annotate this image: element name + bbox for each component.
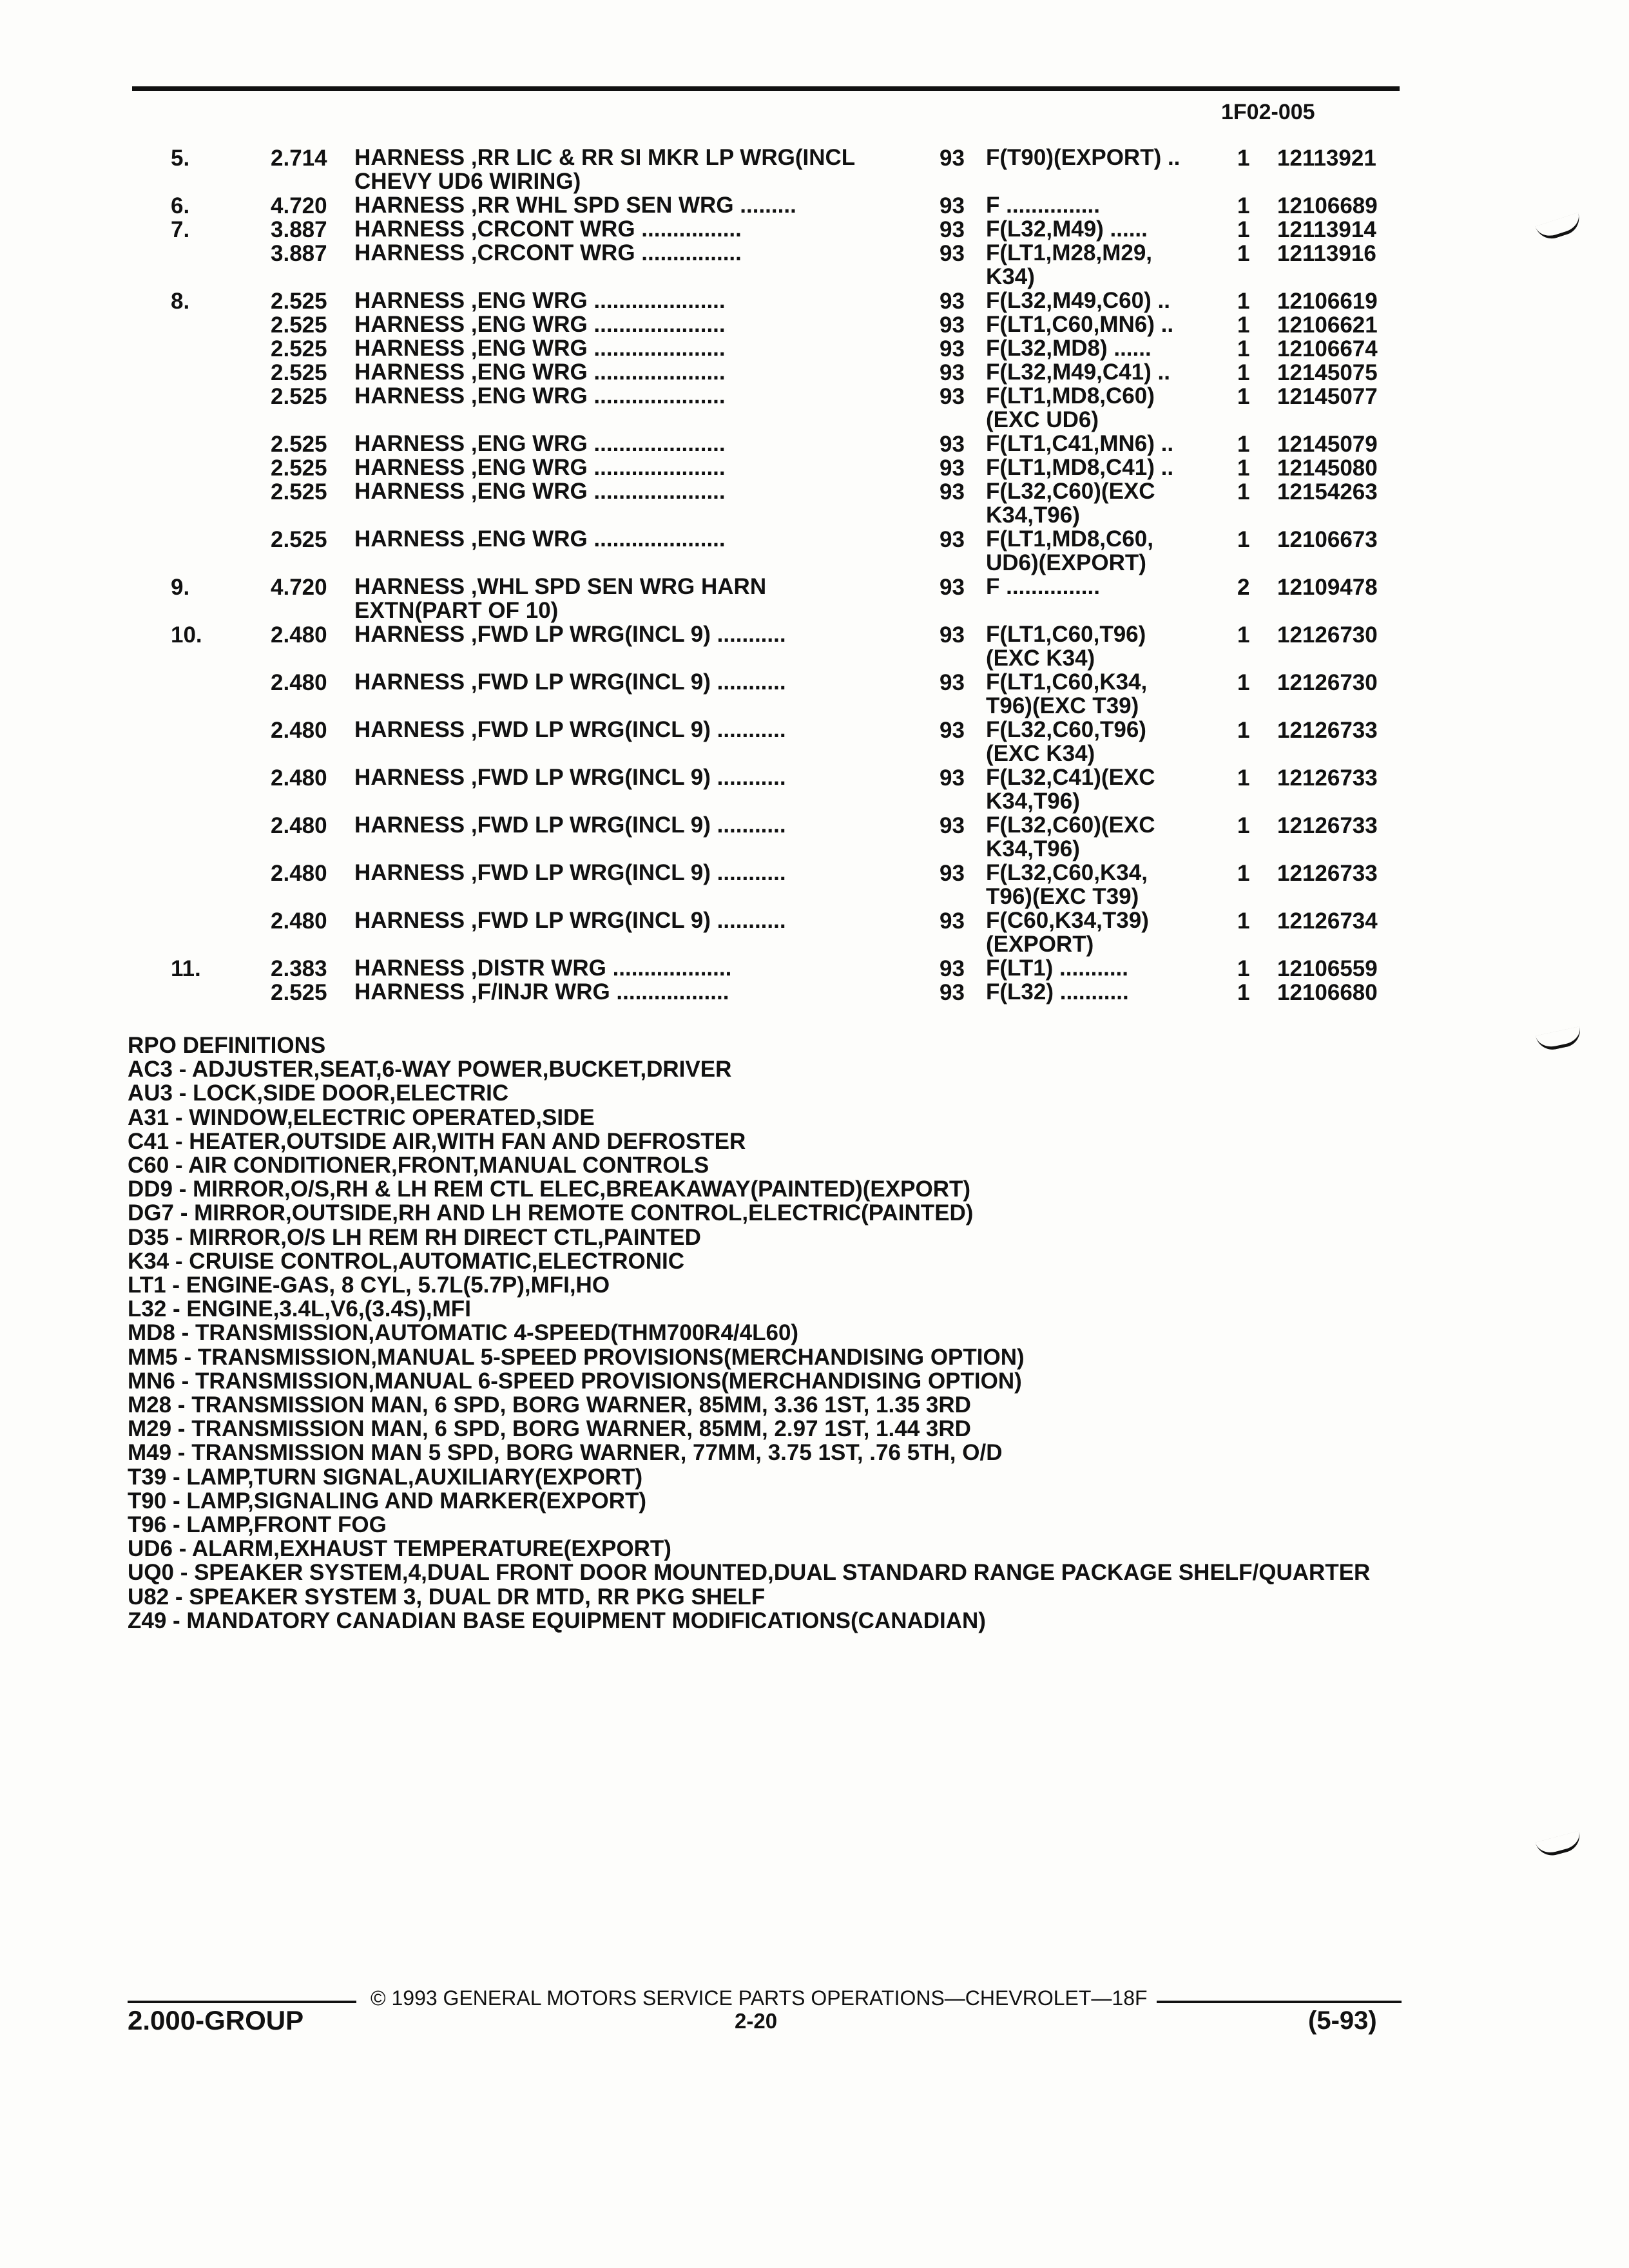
binder-mark xyxy=(1536,213,1584,243)
model-year: 93 xyxy=(940,980,965,1005)
application-line: F(L32,C41)(EXC xyxy=(986,765,1155,790)
quantity: 1 xyxy=(1237,980,1250,1005)
part-number: 12154263 xyxy=(1277,479,1378,505)
quantity: 1 xyxy=(1237,360,1250,385)
rpo-definition: AC3 - ADJUSTER,SEAT,6-WAY POWER,BUCKET,DRIVER xyxy=(128,1057,732,1082)
rpo-definition: T39 - LAMP,TURN SIGNAL,AUXILIARY(EXPORT) xyxy=(128,1464,643,1490)
model-year: 93 xyxy=(940,765,965,791)
model-year: 93 xyxy=(940,527,965,552)
group-number: 2.383 xyxy=(271,956,327,981)
part-description xyxy=(354,670,786,694)
part-row xyxy=(148,312,1411,336)
part-row xyxy=(148,432,1411,456)
part-number: 12106559 xyxy=(1277,956,1378,981)
application xyxy=(986,432,1173,456)
quantity: 1 xyxy=(1237,670,1250,695)
description-line: HARNESS ,FWD LP WRG(INCL 9) ........... xyxy=(354,669,786,695)
group-number: 2.525 xyxy=(271,456,327,481)
rpo-title: RPO DEFINITIONS xyxy=(128,1033,326,1058)
group-number: 2.525 xyxy=(271,360,327,385)
rpo-definition: D35 - MIRROR,O/S LH REM RH DIRECT CTL,PAINTED xyxy=(128,1224,701,1250)
application xyxy=(986,336,1152,360)
application xyxy=(986,527,1153,575)
application-line: (EXC K34) xyxy=(986,741,1095,766)
model-year: 93 xyxy=(940,193,965,218)
quantity: 1 xyxy=(1237,312,1250,338)
item-number: 11. xyxy=(171,956,201,981)
rpo-definition: K34 - CRUISE CONTROL,AUTOMATIC,ELECTRONIC xyxy=(128,1248,684,1274)
group-number: 2.480 xyxy=(271,670,327,695)
part-row xyxy=(148,718,1411,765)
description-line: HARNESS ,ENG WRG ..................... xyxy=(354,479,726,504)
application xyxy=(986,479,1155,527)
application-line: (EXC K34) xyxy=(986,646,1095,671)
part-description xyxy=(354,312,726,336)
group-number: 2.525 xyxy=(271,384,327,409)
group-number: 2.525 xyxy=(271,312,327,338)
description-line: HARNESS ,ENG WRG ..................... xyxy=(354,455,726,480)
application xyxy=(986,670,1147,718)
part-row xyxy=(148,980,1411,1004)
application xyxy=(986,861,1148,908)
part-number: 12109478 xyxy=(1277,575,1378,600)
part-number: 12126733 xyxy=(1277,718,1378,743)
rpo-definition: MD8 - TRANSMISSION,AUTOMATIC 4-SPEED(THM700R4/4L60) xyxy=(128,1320,799,1346)
application-line: F(L32,C60)(EXC xyxy=(986,479,1155,504)
application-line: F(LT1,MD8,C60, xyxy=(986,526,1153,552)
description-line: HARNESS ,ENG WRG ..................... xyxy=(354,336,726,361)
group-number: 2.525 xyxy=(271,432,327,457)
application-line: T96)(EXC T39) xyxy=(986,884,1139,909)
group-number: 2.525 xyxy=(271,289,327,314)
part-row xyxy=(148,384,1411,432)
item-number: 5. xyxy=(171,146,190,171)
description-line: HARNESS ,FWD LP WRG(INCL 9) ........... xyxy=(354,622,786,647)
group-number: 2.480 xyxy=(271,908,327,934)
application-line: F(LT1) ........... xyxy=(986,956,1129,981)
quantity: 1 xyxy=(1237,861,1250,886)
group-number: 2.525 xyxy=(271,980,327,1005)
application xyxy=(986,980,1129,1004)
description-line: CHEVY UD6 WIRING) xyxy=(354,169,581,194)
description-line: HARNESS ,FWD LP WRG(INCL 9) ........... xyxy=(354,812,786,838)
group-number: 2.525 xyxy=(271,527,327,552)
application xyxy=(986,765,1155,813)
group-number: 4.720 xyxy=(271,193,327,218)
part-description xyxy=(354,456,726,479)
part-description xyxy=(354,861,786,885)
rpo-definition: Z49 - MANDATORY CANADIAN BASE EQUIPMENT MODIFICATIONS(CANADIAN) xyxy=(128,1608,986,1633)
part-number: 12113914 xyxy=(1277,217,1376,242)
application xyxy=(986,312,1173,336)
application-line: F(LT1,C60,K34, xyxy=(986,669,1148,695)
part-description xyxy=(354,813,786,837)
part-number: 12126733 xyxy=(1277,813,1378,838)
quantity: 1 xyxy=(1237,908,1250,934)
item-number: 6. xyxy=(171,193,190,218)
footer-group: 2.000-GROUP xyxy=(128,2005,304,2035)
part-row xyxy=(148,765,1411,813)
part-number: 12106621 xyxy=(1277,312,1378,338)
model-year: 93 xyxy=(940,241,965,266)
quantity: 1 xyxy=(1237,622,1250,648)
part-row xyxy=(148,861,1411,908)
item-number: 7. xyxy=(171,217,190,242)
description-line: HARNESS ,FWD LP WRG(INCL 9) ........... xyxy=(354,765,786,790)
model-year: 93 xyxy=(940,479,965,505)
part-row xyxy=(148,622,1411,670)
part-description xyxy=(354,432,726,456)
rpo-definition: C41 - HEATER,OUTSIDE AIR,WITH FAN AND DEFROSTER xyxy=(128,1128,746,1154)
binder-mark xyxy=(1536,1026,1583,1053)
model-year: 93 xyxy=(940,908,965,934)
parts-list xyxy=(148,146,1411,1004)
description-line: HARNESS ,F/INJR WRG .................. xyxy=(354,979,729,1004)
group-number: 4.720 xyxy=(271,575,327,600)
group-number: 2.525 xyxy=(271,336,327,361)
part-description xyxy=(354,289,726,312)
application-line: F(LT1,MD8,C41) .. xyxy=(986,455,1174,480)
application-line: F(L32) ........... xyxy=(986,979,1129,1004)
part-row xyxy=(148,956,1411,980)
part-description xyxy=(354,360,726,384)
rpo-definition: L32 - ENGINE,3.4L,V6,(3.4S),MFI xyxy=(128,1296,471,1322)
part-row xyxy=(148,289,1411,312)
quantity: 1 xyxy=(1237,956,1250,981)
description-line: HARNESS ,ENG WRG ..................... xyxy=(354,383,726,408)
rpo-definition: LT1 - ENGINE-GAS, 8 CYL, 5.7L(5.7P),MFI,HO xyxy=(128,1273,610,1298)
group-number: 2.480 xyxy=(271,765,327,791)
application xyxy=(986,956,1128,980)
part-description xyxy=(354,527,726,551)
rpo-definitions xyxy=(128,1033,1370,1633)
application-line: F ............... xyxy=(986,574,1100,599)
part-number: 12106689 xyxy=(1277,193,1378,218)
quantity: 1 xyxy=(1237,813,1250,838)
description-line: HARNESS ,RR LIC & RR SI MKR LP WRG(INCL xyxy=(354,145,856,170)
application-line: K34,T96) xyxy=(986,789,1080,814)
part-row xyxy=(148,456,1411,479)
part-number: 12126733 xyxy=(1277,861,1378,886)
part-description xyxy=(354,980,729,1004)
application xyxy=(986,908,1149,956)
footer-copyright: © 1993 GENERAL MOTORS SERVICE PARTS OPERATIONS—CHEVROLET—18F xyxy=(371,1986,1148,2010)
model-year: 93 xyxy=(940,670,965,695)
model-year: 93 xyxy=(940,146,965,171)
top-rule xyxy=(132,86,1400,91)
description-line: HARNESS ,ENG WRG ..................... xyxy=(354,526,726,552)
quantity: 1 xyxy=(1237,217,1250,242)
quantity: 1 xyxy=(1237,479,1250,505)
part-number: 12145075 xyxy=(1277,360,1378,385)
part-description xyxy=(354,575,766,622)
model-year: 93 xyxy=(940,575,965,600)
application-line: F(L32,MD8) ...... xyxy=(986,336,1152,361)
part-number: 12113921 xyxy=(1277,146,1376,171)
application-line: T96)(EXC T39) xyxy=(986,693,1139,718)
part-number: 12126734 xyxy=(1277,908,1378,934)
description-line: HARNESS ,CRCONT WRG ................ xyxy=(354,240,742,265)
application xyxy=(986,384,1155,432)
application-line: F(LT1,MD8,C60) xyxy=(986,383,1155,408)
model-year: 93 xyxy=(940,956,965,981)
application-line: F(C60,K34,T39) xyxy=(986,908,1149,933)
part-row xyxy=(148,479,1411,527)
part-number: 12106619 xyxy=(1277,289,1378,314)
part-description xyxy=(354,956,731,980)
part-row xyxy=(148,336,1411,360)
application-line: F(L32,C60)(EXC xyxy=(986,812,1155,838)
description-line: HARNESS ,ENG WRG ..................... xyxy=(354,312,726,337)
group-number: 2.480 xyxy=(271,861,327,886)
rpo-definition: UQ0 - SPEAKER SYSTEM,4,DUAL FRONT DOOR MOUNTED,DUAL STANDARD RANGE PACKAGE SHELF/QUARTER xyxy=(128,1560,1371,1586)
part-description xyxy=(354,622,786,646)
model-year: 93 xyxy=(940,217,965,242)
model-year: 93 xyxy=(940,456,965,481)
application-line: F(L32,M49) ...... xyxy=(986,216,1148,242)
application xyxy=(986,193,1100,217)
part-number: 12106674 xyxy=(1277,336,1378,361)
application xyxy=(986,456,1173,479)
application-line: F(L32,M49,C60) .. xyxy=(986,288,1170,313)
application-line: F(LT1,M28,M29, xyxy=(986,240,1153,265)
description-line: HARNESS ,RR WHL SPD SEN WRG ......... xyxy=(354,193,796,218)
description-line: HARNESS ,CRCONT WRG ................ xyxy=(354,216,742,242)
model-year: 93 xyxy=(940,861,965,886)
quantity: 1 xyxy=(1237,456,1250,481)
group-number: 2.525 xyxy=(271,479,327,505)
part-number: 12145079 xyxy=(1277,432,1378,457)
model-year: 93 xyxy=(940,336,965,361)
application-line: F(LT1,C60,MN6) .. xyxy=(986,312,1174,337)
part-number: 12126730 xyxy=(1277,622,1378,648)
group-number: 3.887 xyxy=(271,217,327,242)
model-year: 93 xyxy=(940,622,965,648)
description-line: HARNESS ,ENG WRG ..................... xyxy=(354,431,726,456)
group-number: 2.480 xyxy=(271,718,327,743)
model-year: 93 xyxy=(940,432,965,457)
part-number: 12106673 xyxy=(1277,527,1378,552)
part-description xyxy=(354,479,726,503)
part-description xyxy=(354,241,742,265)
part-description xyxy=(354,908,786,932)
part-number: 12126730 xyxy=(1277,670,1378,695)
part-number: 12126733 xyxy=(1277,765,1378,791)
application-line: F(LT1,C60,T96) xyxy=(986,622,1146,647)
rpo-items xyxy=(128,1057,1370,1633)
application xyxy=(986,360,1170,384)
description-line: EXTN(PART OF 10) xyxy=(354,598,559,623)
description-line: HARNESS ,DISTR WRG ................... xyxy=(354,956,732,981)
item-number: 9. xyxy=(171,575,190,600)
part-row xyxy=(148,360,1411,384)
application xyxy=(986,146,1180,169)
model-year: 93 xyxy=(940,718,965,743)
quantity: 1 xyxy=(1237,193,1250,218)
footer-rule-left xyxy=(128,2001,356,2003)
quantity: 1 xyxy=(1237,432,1250,457)
application-line: F(L32,C60,K34, xyxy=(986,860,1148,885)
footer-date: (5-93) xyxy=(1308,2006,1377,2035)
part-row xyxy=(148,527,1411,575)
part-description xyxy=(354,765,786,789)
group-number: 3.887 xyxy=(271,241,327,266)
rpo-definition: MM5 - TRANSMISSION,MANUAL 5-SPEED PROVISIONS(MERCHANDISING OPTION) xyxy=(128,1344,1025,1370)
rpo-definition: M29 - TRANSMISSION MAN, 6 SPD, BORG WARNER, 85MM, 2.97 1ST, 1.44 3RD xyxy=(128,1416,971,1442)
description-line: HARNESS ,FWD LP WRG(INCL 9) ........... xyxy=(354,908,786,933)
quantity: 1 xyxy=(1237,289,1250,314)
model-year: 93 xyxy=(940,289,965,314)
part-number: 12106680 xyxy=(1277,980,1378,1005)
part-row xyxy=(148,575,1411,622)
part-number: 12113916 xyxy=(1277,241,1376,266)
group-number: 2.480 xyxy=(271,813,327,838)
rpo-definition: DG7 - MIRROR,OUTSIDE,RH AND LH REMOTE CONTROL,ELECTRIC(PAINTED) xyxy=(128,1200,974,1226)
application-line: F(LT1,C41,MN6) .. xyxy=(986,431,1174,456)
part-description xyxy=(354,718,786,742)
group-number: 2.714 xyxy=(271,146,327,171)
part-number: 12145077 xyxy=(1277,384,1378,409)
model-year: 93 xyxy=(940,384,965,409)
rpo-definition: M49 - TRANSMISSION MAN 5 SPD, BORG WARNER, 77MM, 3.75 1ST, .76 5TH, O/D xyxy=(128,1440,1003,1466)
rpo-definition: M28 - TRANSMISSION MAN, 6 SPD, BORG WARNER, 85MM, 3.36 1ST, 1.35 3RD xyxy=(128,1392,971,1418)
footer-rule-right xyxy=(1157,2001,1402,2003)
application-line: F(T90)(EXPORT) .. xyxy=(986,145,1181,170)
quantity: 1 xyxy=(1237,718,1250,743)
application-line: UD6)(EXPORT) xyxy=(986,550,1146,575)
part-description xyxy=(354,146,855,193)
rpo-definition: AU3 - LOCK,SIDE DOOR,ELECTRIC xyxy=(128,1081,509,1106)
model-year: 93 xyxy=(940,360,965,385)
page-code: 1F02-005 xyxy=(1221,100,1315,124)
application-line: K34,T96) xyxy=(986,836,1080,861)
application xyxy=(986,622,1146,670)
part-description xyxy=(354,193,796,217)
application xyxy=(986,289,1170,312)
part-row xyxy=(148,670,1411,718)
part-description xyxy=(354,384,726,408)
part-row xyxy=(148,908,1411,956)
rpo-definition: A31 - WINDOW,ELECTRIC OPERATED,SIDE xyxy=(128,1104,595,1130)
part-row xyxy=(148,241,1411,289)
quantity: 1 xyxy=(1237,241,1250,266)
application-line: F(L32,M49,C41) .. xyxy=(986,360,1170,385)
part-number: 12145080 xyxy=(1277,456,1378,481)
rpo-definition: T96 - LAMP,FRONT FOG xyxy=(128,1512,387,1538)
rpo-definition: C60 - AIR CONDITIONER,FRONT,MANUAL CONTROLS xyxy=(128,1153,709,1178)
rpo-definition: DD9 - MIRROR,O/S,RH & LH REM CTL ELEC,BREAKAWAY(PAINTED)(EXPORT) xyxy=(128,1177,971,1202)
application-line: (EXPORT) xyxy=(986,932,1094,957)
item-number: 8. xyxy=(171,289,190,314)
description-line: HARNESS ,FWD LP WRG(INCL 9) ........... xyxy=(354,717,786,742)
quantity: 1 xyxy=(1237,336,1250,361)
quantity: 2 xyxy=(1237,575,1250,600)
footer-page-number: 2-20 xyxy=(735,2009,778,2033)
rpo-definition: UD6 - ALARM,EXHAUST TEMPERATURE(EXPORT) xyxy=(128,1536,671,1562)
application-line: K34) xyxy=(986,264,1035,289)
rpo-definition: U82 - SPEAKER SYSTEM 3, DUAL DR MTD, RR PKG SHELF xyxy=(128,1584,766,1610)
description-line: HARNESS ,WHL SPD SEN WRG HARN xyxy=(354,574,767,599)
quantity: 1 xyxy=(1237,527,1250,552)
rpo-definition: T90 - LAMP,SIGNALING AND MARKER(EXPORT) xyxy=(128,1488,647,1514)
part-row xyxy=(148,193,1411,217)
model-year: 93 xyxy=(940,813,965,838)
description-line: HARNESS ,ENG WRG ..................... xyxy=(354,288,726,313)
part-row xyxy=(148,146,1411,193)
quantity: 1 xyxy=(1237,765,1250,791)
part-description xyxy=(354,336,726,360)
binder-mark xyxy=(1536,1831,1584,1859)
application xyxy=(986,718,1146,765)
application-line: F ............... xyxy=(986,193,1100,218)
application-line: K34,T96) xyxy=(986,503,1080,528)
application xyxy=(986,575,1100,599)
description-line: HARNESS ,FWD LP WRG(INCL 9) ........... xyxy=(354,860,786,885)
rpo-definition: MN6 - TRANSMISSION,MANUAL 6-SPEED PROVISIONS(MERCHANDISING OPTION) xyxy=(128,1368,1022,1394)
group-number: 2.480 xyxy=(271,622,327,648)
quantity: 1 xyxy=(1237,146,1250,171)
application-line: (EXC UD6) xyxy=(986,407,1099,432)
quantity: 1 xyxy=(1237,384,1250,409)
application xyxy=(986,241,1152,289)
item-number: 10. xyxy=(171,622,202,648)
part-description xyxy=(354,217,742,241)
model-year: 93 xyxy=(940,312,965,338)
part-row xyxy=(148,813,1411,861)
application xyxy=(986,217,1148,241)
application-line: F(L32,C60,T96) xyxy=(986,717,1146,742)
part-row xyxy=(148,217,1411,241)
description-line: HARNESS ,ENG WRG ..................... xyxy=(354,360,726,385)
application xyxy=(986,813,1155,861)
